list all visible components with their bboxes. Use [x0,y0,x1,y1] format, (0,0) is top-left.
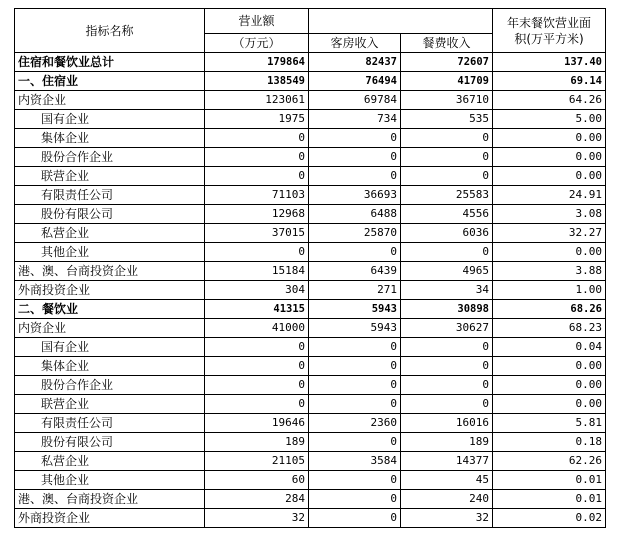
row-room-income-cell: 69784 [309,91,401,110]
row-name-cell: 港、澳、台商投资企业 [15,262,205,281]
row-food-income-cell: 0 [401,376,493,395]
row-name-cell: 集体企业 [15,357,205,376]
row-food-income-cell: 45 [401,471,493,490]
row-food-income-cell: 4556 [401,205,493,224]
header-revenue-spacer [309,9,493,34]
table-row [15,262,606,281]
header-food-income: 餐费收入 [401,34,493,53]
row-revenue-cell: 123061 [205,91,309,110]
row-room-income-cell: 6439 [309,262,401,281]
table-row [15,357,606,376]
table-row [15,167,606,186]
row-room-income-cell: 5943 [309,300,401,319]
table-row [15,110,606,129]
table-row [15,452,606,471]
row-revenue-cell: 0 [205,167,309,186]
row-area-cell: 24.91 [493,186,606,205]
row-room-income-cell: 0 [309,471,401,490]
row-revenue-cell: 304 [205,281,309,300]
row-revenue-cell: 1975 [205,110,309,129]
table-row [15,433,606,452]
header-area-line1: 年末餐饮营业面 [506,15,591,30]
table-row [15,319,606,338]
row-room-income-cell: 0 [309,243,401,262]
header-revenue-line1: 营业额 [238,14,275,28]
row-name-cell: 集体企业 [15,129,205,148]
row-revenue-cell: 0 [205,376,309,395]
header-revenue-unit: （万元） [205,34,309,53]
row-food-income-cell: 0 [401,357,493,376]
row-food-income-cell: 30898 [401,300,493,319]
row-room-income-cell: 0 [309,148,401,167]
row-area-cell: 0.18 [493,433,606,452]
table-row [15,224,606,243]
row-room-income-cell: 82437 [309,53,401,72]
row-name-cell: 联营企业 [15,395,205,414]
row-food-income-cell: 14377 [401,452,493,471]
table-row [15,72,606,91]
row-room-income-cell: 3584 [309,452,401,471]
row-name-cell: 有限责任公司 [15,186,205,205]
header-indicator-name: 指标名称 [15,9,205,53]
row-area-cell: 0.00 [493,243,606,262]
table-row [15,243,606,262]
row-area-cell: 5.00 [493,110,606,129]
row-name-cell: 内资企业 [15,319,205,338]
row-name-cell: 股份有限公司 [15,433,205,452]
row-room-income-cell: 0 [309,490,401,509]
table-row [15,395,606,414]
row-revenue-cell: 71103 [205,186,309,205]
row-name-cell: 有限责任公司 [15,414,205,433]
row-area-cell: 0.01 [493,471,606,490]
row-name-cell: 住宿和餐饮业总计 [15,53,205,72]
row-revenue-cell: 37015 [205,224,309,243]
table-header [15,9,606,53]
row-revenue-cell: 179864 [205,53,309,72]
row-name-cell: 其他企业 [15,471,205,490]
row-food-income-cell: 189 [401,433,493,452]
row-name-cell: 二、餐饮业 [15,300,205,319]
row-name-cell: 股份合作企业 [15,376,205,395]
row-name-cell: 联营企业 [15,167,205,186]
row-food-income-cell: 0 [401,243,493,262]
table-row [15,281,606,300]
table-row [15,509,606,528]
row-food-income-cell: 240 [401,490,493,509]
table-row [15,414,606,433]
row-revenue-cell: 41000 [205,319,309,338]
row-room-income-cell: 0 [309,509,401,528]
row-room-income-cell: 5943 [309,319,401,338]
row-revenue-cell: 138549 [205,72,309,91]
row-revenue-cell: 41315 [205,300,309,319]
row-revenue-cell: 0 [205,395,309,414]
row-food-income-cell: 32 [401,509,493,528]
row-revenue-cell: 0 [205,129,309,148]
row-area-cell: 62.26 [493,452,606,471]
row-area-cell: 137.40 [493,53,606,72]
row-area-cell: 69.14 [493,72,606,91]
row-room-income-cell: 0 [309,376,401,395]
row-area-cell: 0.00 [493,376,606,395]
row-room-income-cell: 0 [309,357,401,376]
row-food-income-cell: 0 [401,167,493,186]
row-revenue-cell: 12968 [205,205,309,224]
row-food-income-cell: 0 [401,338,493,357]
row-name-cell: 股份有限公司 [15,205,205,224]
table-row [15,338,606,357]
statistics-table [14,8,606,528]
row-food-income-cell: 34 [401,281,493,300]
row-area-cell: 0.04 [493,338,606,357]
row-room-income-cell: 25870 [309,224,401,243]
row-food-income-cell: 0 [401,395,493,414]
row-food-income-cell: 72607 [401,53,493,72]
row-food-income-cell: 16016 [401,414,493,433]
row-food-income-cell: 41709 [401,72,493,91]
row-area-cell: 3.08 [493,205,606,224]
row-area-cell: 68.23 [493,319,606,338]
row-food-income-cell: 6036 [401,224,493,243]
header-area-line2: 积(万平方米) [514,31,584,46]
row-revenue-cell: 189 [205,433,309,452]
row-name-cell: 股份合作企业 [15,148,205,167]
row-area-cell: 5.81 [493,414,606,433]
row-room-income-cell: 271 [309,281,401,300]
row-name-cell: 外商投资企业 [15,281,205,300]
row-revenue-cell: 19646 [205,414,309,433]
row-area-cell: 0.00 [493,148,606,167]
row-name-cell: 一、住宿业 [15,72,205,91]
row-room-income-cell: 2360 [309,414,401,433]
table-row [15,53,606,72]
header-area [493,9,606,53]
row-area-cell: 32.27 [493,224,606,243]
header-row-1 [15,9,606,34]
table-row [15,300,606,319]
table-row [15,471,606,490]
row-food-income-cell: 0 [401,129,493,148]
row-area-cell: 1.00 [493,281,606,300]
row-area-cell: 0.00 [493,357,606,376]
row-area-cell: 64.26 [493,91,606,110]
row-name-cell: 内资企业 [15,91,205,110]
row-area-cell: 0.00 [493,129,606,148]
table-row [15,376,606,395]
row-revenue-cell: 32 [205,509,309,528]
header-room-income: 客房收入 [309,34,401,53]
table-row [15,129,606,148]
row-room-income-cell: 36693 [309,186,401,205]
row-name-cell: 国有企业 [15,110,205,129]
row-revenue-cell: 284 [205,490,309,509]
table-body [15,53,606,528]
row-room-income-cell: 6488 [309,205,401,224]
row-area-cell: 0.00 [493,167,606,186]
row-room-income-cell: 734 [309,110,401,129]
row-area-cell: 0.00 [493,395,606,414]
row-area-cell: 68.26 [493,300,606,319]
row-food-income-cell: 30627 [401,319,493,338]
row-food-income-cell: 25583 [401,186,493,205]
row-revenue-cell: 0 [205,357,309,376]
row-revenue-cell: 0 [205,148,309,167]
row-revenue-cell: 60 [205,471,309,490]
row-food-income-cell: 36710 [401,91,493,110]
row-name-cell: 私营企业 [15,452,205,471]
row-name-cell: 外商投资企业 [15,509,205,528]
row-area-cell: 0.01 [493,490,606,509]
row-revenue-cell: 0 [205,338,309,357]
row-room-income-cell: 76494 [309,72,401,91]
row-revenue-cell: 0 [205,243,309,262]
table-row [15,148,606,167]
row-revenue-cell: 15184 [205,262,309,281]
row-name-cell: 国有企业 [15,338,205,357]
row-room-income-cell: 0 [309,433,401,452]
row-room-income-cell: 0 [309,395,401,414]
header-revenue [205,9,309,34]
row-room-income-cell: 0 [309,129,401,148]
row-room-income-cell: 0 [309,167,401,186]
table-row [15,490,606,509]
row-food-income-cell: 4965 [401,262,493,281]
row-name-cell: 私营企业 [15,224,205,243]
row-name-cell: 其他企业 [15,243,205,262]
row-area-cell: 3.88 [493,262,606,281]
row-area-cell: 0.02 [493,509,606,528]
row-room-income-cell: 0 [309,338,401,357]
row-food-income-cell: 535 [401,110,493,129]
table-row [15,91,606,110]
row-name-cell: 港、澳、台商投资企业 [15,490,205,509]
row-revenue-cell: 21105 [205,452,309,471]
table-row [15,186,606,205]
table-row [15,205,606,224]
row-food-income-cell: 0 [401,148,493,167]
